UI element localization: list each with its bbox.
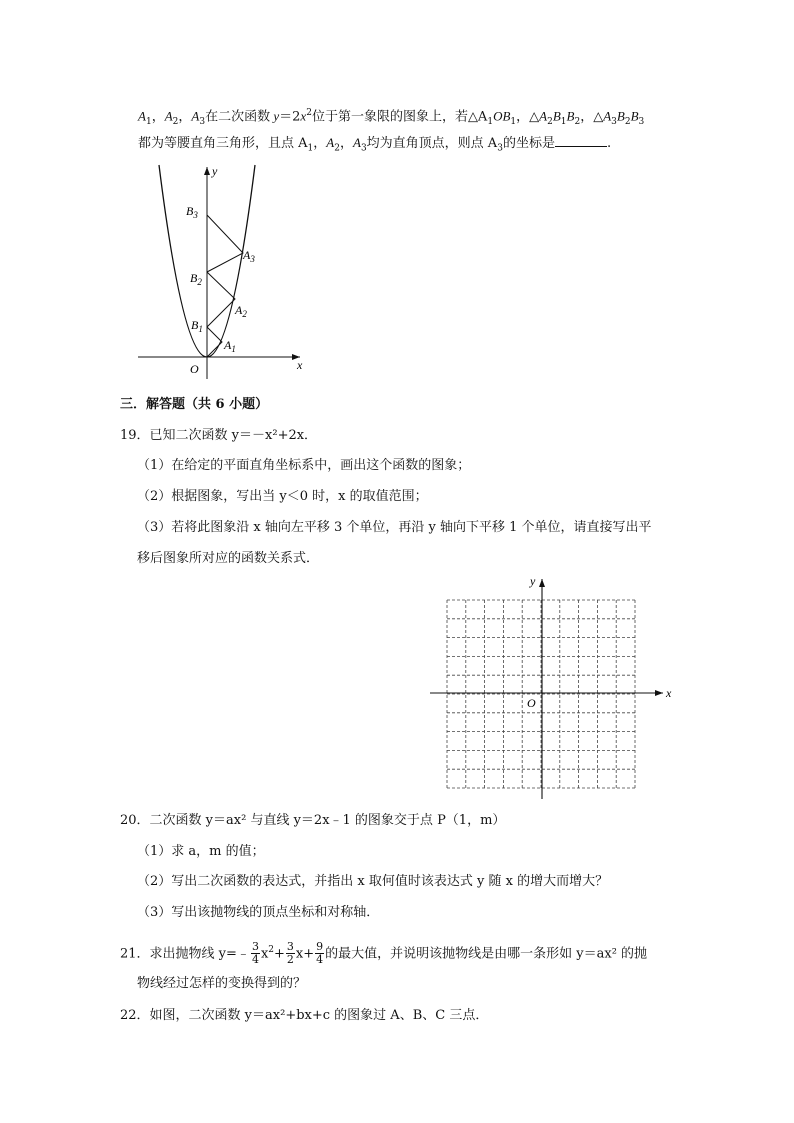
section-heading: 三．解答题（共 6 小题） [120,397,269,412]
label-b1: $B_1$ [191,318,203,334]
q18-line2: 都为等腰直角三角形，且点 $A_1$，$A_2$，$A_3$均为直角顶点，则点 $A_3$的坐标是 . [138,135,612,154]
grid-x-label: x [666,686,672,700]
q21-line2: 物线经过怎样的变换得到的？ [137,976,307,991]
label-a1: $A_1$ [224,338,236,354]
label-a2: $A_2$ [235,303,247,319]
label-a3: $A_3$ [243,248,255,264]
q19-stem: 19．已知二次函数 y＝－x²+2x． [120,428,318,443]
fraction-2: $\frac{3}{2}$ [286,940,294,967]
y-axis-label: y [212,164,218,178]
q19-part3: （3）若将此图象沿 x 轴向左平移 3 个单位，再沿 y 轴向下平移 1 个单位，请直接写出平 [137,520,652,535]
q19-part3-cont: 移后图象所对应的函数关系式． [137,551,320,566]
q21-stem: 21．求出抛物线 y=﹣ $\frac{3}{4}$ $x^2+$ $\frac{3}{2}$ x+ $\frac{9}{4}$ 的最大值，并说明该抛物线是由哪一条形如 y＝ax² 的抛 [120,940,648,967]
q20-part2: （2）写出二次函数的表达式，并指出 x 取何值时该表达式 y 随 x 的增大而增大？ [137,874,609,889]
q19-part2: （2）根据图象，写出当 y＜0 时，x 的取值范围； [137,489,428,504]
q20-part3: （3）写出该抛物线的顶点坐标和对称轴． [137,905,380,920]
answer-blank [555,134,607,147]
label-b2: $B_2$ [190,271,202,287]
coordinate-grid [425,575,675,800]
grid-y-label: y [530,575,536,588]
q19-part1: （1）在给定的平面直角坐标系中，画出这个函数的图象； [137,458,471,473]
x-axis-label: x [297,358,303,372]
fraction-1: $\frac{3}{4}$ [251,940,259,967]
origin-label: O [190,362,199,376]
q20-part1: （1）求 a，m 的值； [137,844,265,859]
q22-stem: 22．如图，二次函数 y＝ax²+bx+c 的图象过 A、B、C 三点． [120,1008,489,1023]
parabola-figure [130,157,310,382]
fraction-3: $\frac{9}{4}$ [316,940,324,967]
grid-origin-label: O [527,696,536,710]
q20-stem: 20．二次函数 y＝ax² 与直线 y＝2x﹣1 的图象交于点 P（1，m） [120,813,506,828]
label-b3: $B_3$ [186,204,198,220]
q18-line1: $A_1$，$A_2$，$A_3$在二次函数 $y=2x^2$位于第一象限的图象上，若$\triangle A_1OB_1$，$\triangle A_2B_1B_2$，$\triangle A_3B_2B_3$ [138,108,645,127]
